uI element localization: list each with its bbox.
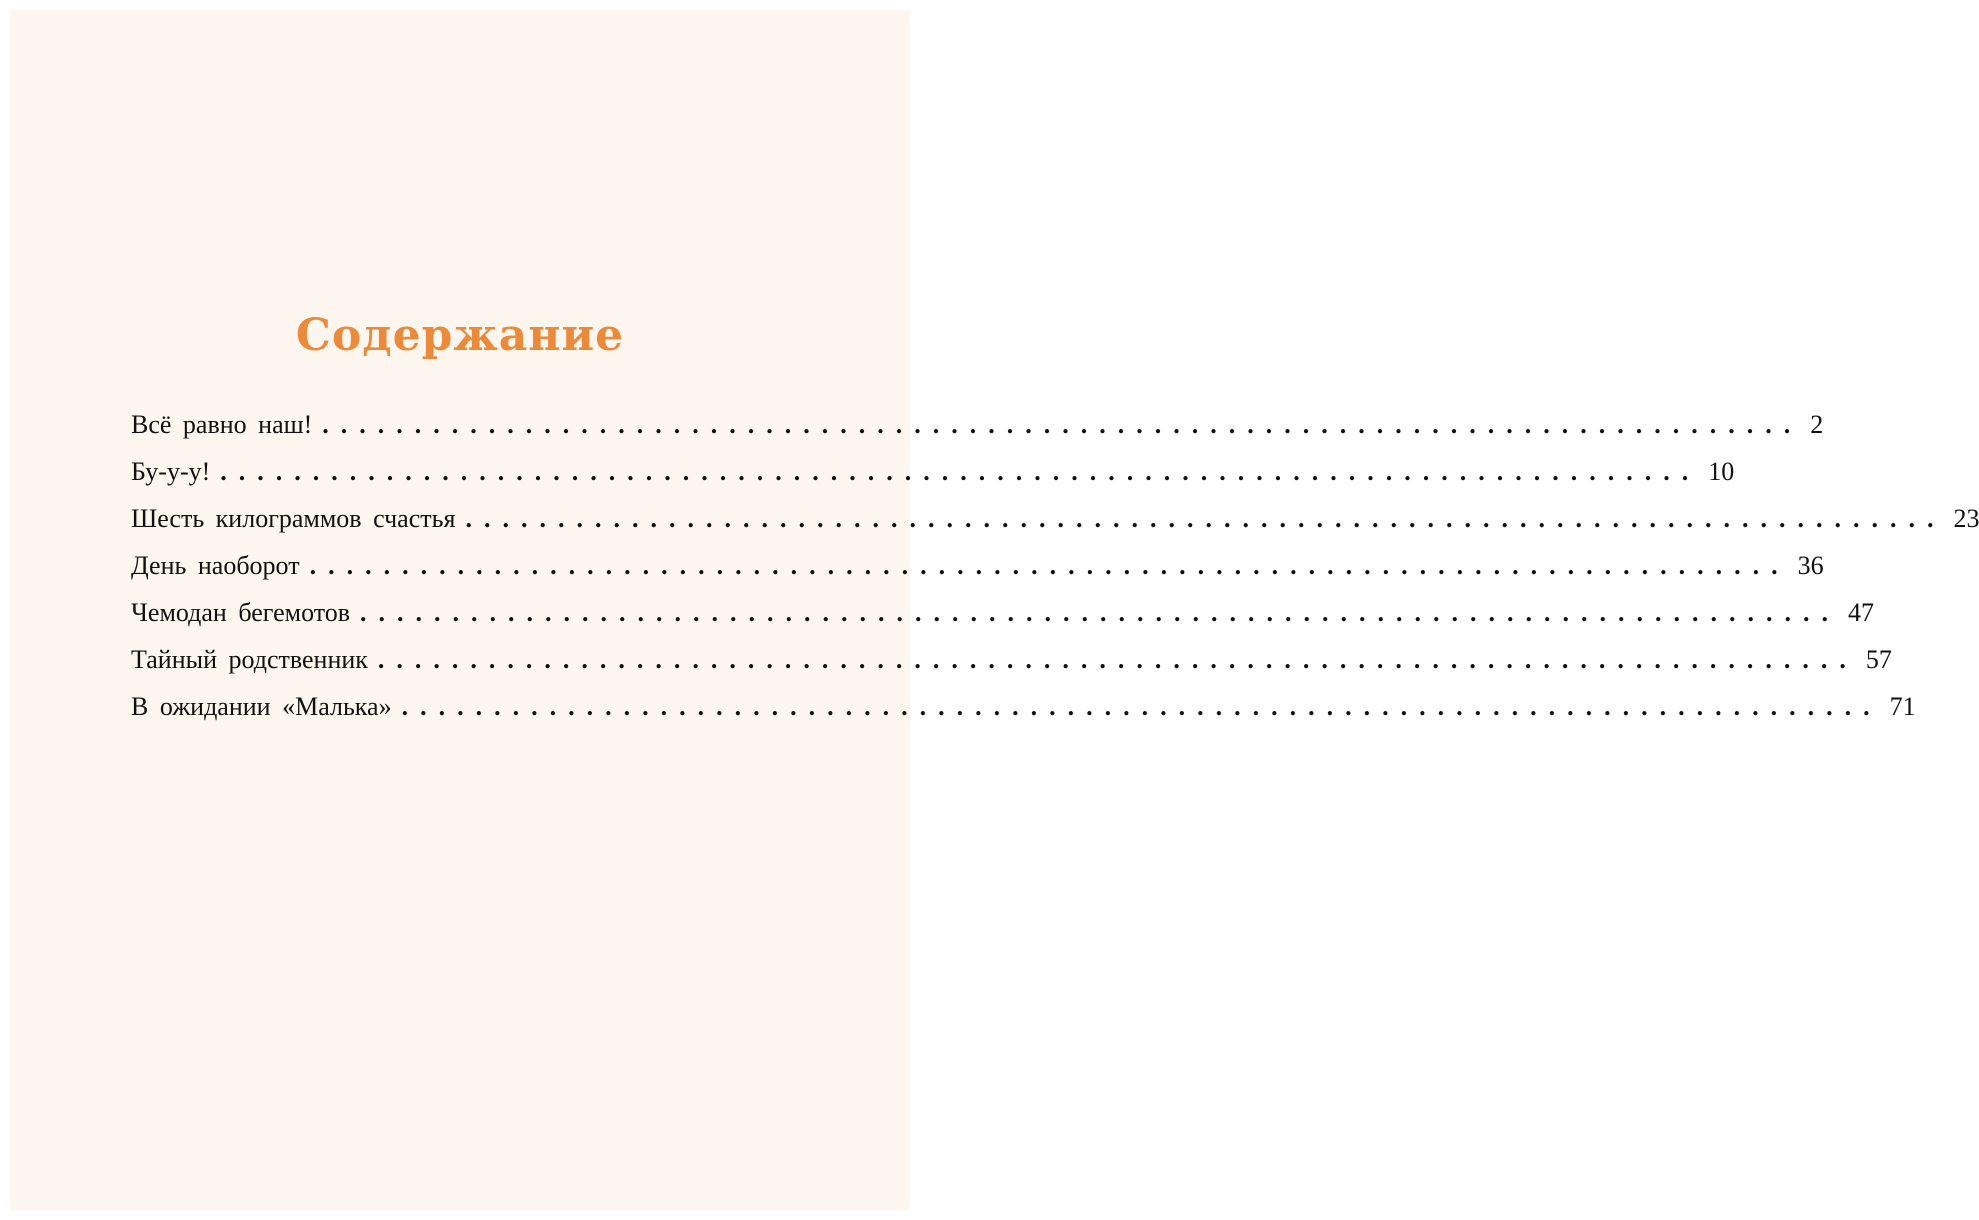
toc-entry	[131, 551, 1824, 598]
toc-entry-title: В ожидании «Малька»	[131, 692, 392, 721]
toc-entry-page-number: 47	[1848, 598, 1875, 627]
page-title: Содержание	[295, 310, 625, 361]
dot-leader: ................................................................................	[322, 410, 1803, 439]
toc-entry-page-number: 71	[1889, 692, 1916, 721]
book-page	[10, 10, 1979, 1210]
toc-entry-title: Шесть килограммов счастья	[131, 504, 456, 533]
toc-entry	[131, 504, 1979, 551]
toc-entry	[131, 457, 1735, 504]
dot-leader: ................................................................................	[465, 504, 1946, 533]
toc-entry-title: Чемодан бегемотов	[131, 598, 351, 627]
dot-leader: ................................................................................	[377, 645, 1858, 674]
table-of-contents	[131, 410, 1979, 739]
toc-entry-page-number: 57	[1865, 645, 1892, 674]
toc-entry	[131, 692, 1916, 739]
toc-entry-title: Всё равно наш!	[131, 410, 313, 439]
toc-entry	[131, 598, 1875, 645]
toc-entry	[131, 410, 1824, 457]
toc-entry-title: Бу-у-у!	[131, 457, 211, 486]
toc-entry-page-number: 36	[1797, 551, 1824, 580]
dot-leader: ................................................................................	[220, 457, 1701, 486]
toc-entry-page-number: 2	[1810, 410, 1824, 439]
toc-entry-page-number: 23	[1953, 504, 1979, 533]
toc-entry-title: Тайный родственник	[131, 645, 368, 674]
dot-leader: ................................................................................	[309, 551, 1790, 580]
dot-leader: ................................................................................	[401, 692, 1882, 721]
toc-entry-title: День наоборот	[131, 551, 300, 580]
toc-entry	[131, 645, 1892, 692]
toc-entry-page-number: 10	[1708, 457, 1735, 486]
dot-leader: ................................................................................	[360, 598, 1841, 627]
